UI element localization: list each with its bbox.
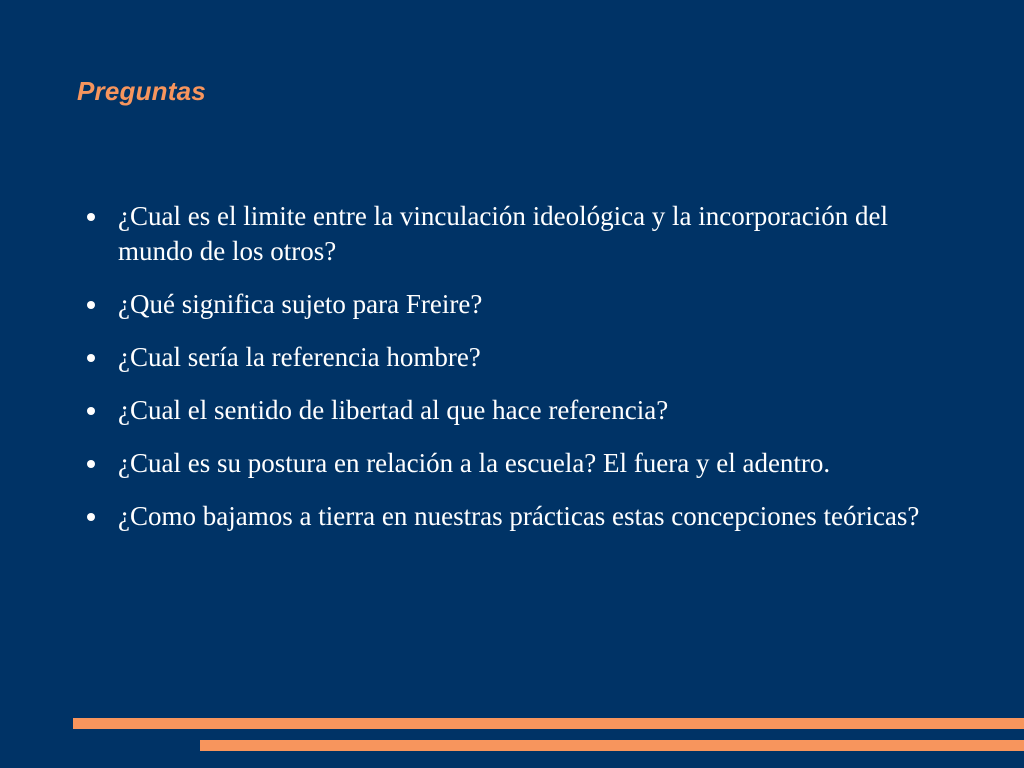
bullet-dot-icon (87, 213, 95, 221)
bullet-dot-icon (87, 354, 95, 362)
decorative-bar-bottom (200, 740, 1024, 751)
bullet-text: ¿Como bajamos a tierra en nuestras prácticas estas concepciones teóricas? (118, 501, 920, 531)
bullet-dot-icon (87, 407, 95, 415)
bullet-dot-icon (87, 513, 95, 521)
bullet-text: ¿Cual sería la referencia hombre? (118, 342, 481, 372)
bullet-text: ¿Cual el sentido de libertad al que hace referencia? (118, 395, 669, 425)
bullet-text: ¿Cual es el limite entre la vinculación ideológica y la incorporación del mundo de los otros? (118, 201, 888, 266)
bullet-text: ¿Cual es su postura en relación a la escuela? El fuera y el adentro. (118, 448, 831, 478)
bullet-dot-icon (87, 460, 95, 468)
decorative-bar-top (73, 718, 1024, 729)
bullet-item (85, 393, 965, 428)
bullet-item (85, 340, 965, 375)
bullet-item (85, 499, 965, 534)
bullet-item (85, 199, 965, 269)
bullet-item (85, 446, 965, 481)
bullet-dot-icon (87, 301, 95, 309)
bullet-list (85, 199, 965, 552)
slide-title: Preguntas (77, 76, 206, 106)
bullet-item (85, 287, 965, 322)
bullet-text: ¿Qué significa sujeto para Freire? (118, 289, 483, 319)
